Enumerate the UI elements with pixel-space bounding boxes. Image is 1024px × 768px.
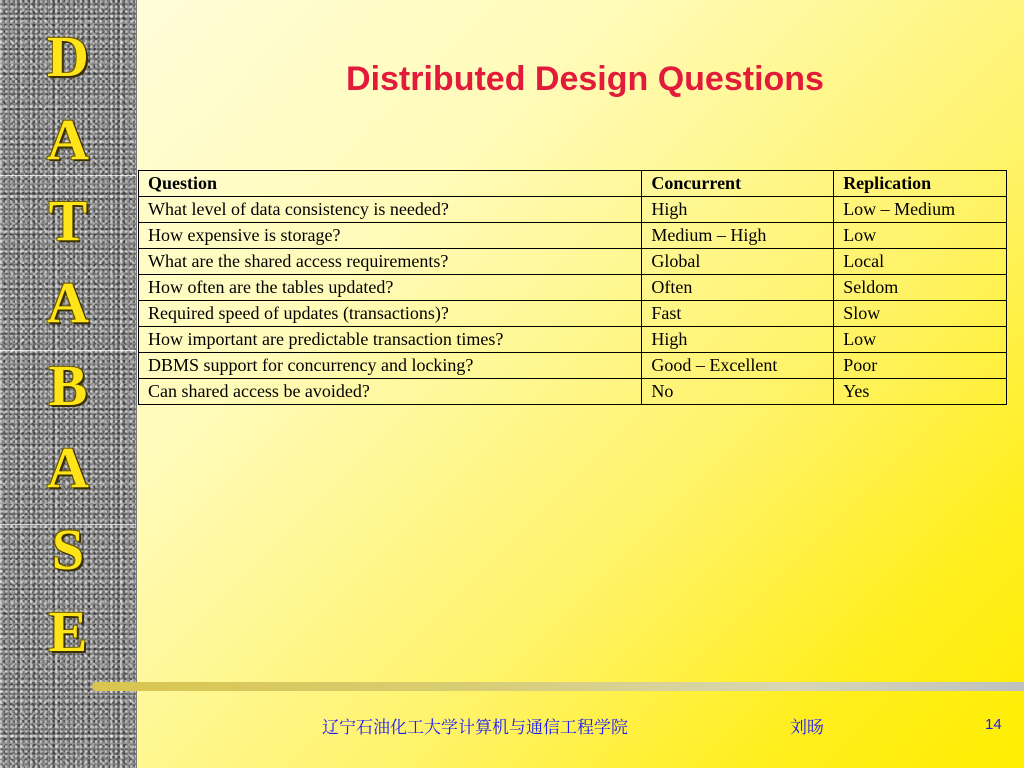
cell-question: How often are the tables updated? [139,275,642,301]
cell-question: What level of data consistency is needed? [139,197,642,223]
cell-concurrent: Medium – High [642,223,834,249]
cell-question: How important are predictable transaction times? [139,327,642,353]
cell-replication: Low [834,327,1007,353]
side-letter: T [48,188,88,253]
table-row [139,275,1007,301]
cell-replication: Poor [834,353,1007,379]
side-strip [0,0,137,768]
table-row [139,223,1007,249]
header-concurrent: Concurrent [642,171,834,197]
cell-question: Can shared access be avoided? [139,379,642,405]
table-row [139,353,1007,379]
cell-replication: Low – Medium [834,197,1007,223]
cell-concurrent: High [642,197,834,223]
table-row [139,301,1007,327]
footer-author: 刘旸 [790,718,824,738]
cell-concurrent: Fast [642,301,834,327]
cell-replication: Yes [834,379,1007,405]
side-letter: A [47,107,89,172]
table-row [139,197,1007,223]
side-letter: A [47,270,89,335]
table-row [139,327,1007,353]
slide-title: Distributed Design Questions [346,60,824,98]
questions-table [138,170,1007,405]
header-question: Question [139,171,642,197]
table-row [139,379,1007,405]
side-letter: B [48,353,88,418]
page-number: 14 [985,716,1002,733]
cell-question: DBMS support for concurrency and locking? [139,353,642,379]
cell-concurrent: Good – Excellent [642,353,834,379]
header-replication: Replication [834,171,1007,197]
cell-replication: Low [834,223,1007,249]
cell-replication: Seldom [834,275,1007,301]
side-letter: E [48,599,88,664]
side-letter: D [47,24,89,89]
cell-concurrent: Often [642,275,834,301]
side-letter: A [47,435,89,500]
cell-replication: Local [834,249,1007,275]
cell-replication: Slow [834,301,1007,327]
cell-question: How expensive is storage? [139,223,642,249]
strip-divider [0,175,136,176]
cell-question: What are the shared access requirements? [139,249,642,275]
footer-divider [92,682,1024,691]
cell-concurrent: High [642,327,834,353]
cell-concurrent: Global [642,249,834,275]
side-letter: S [51,517,85,582]
cell-question: Required speed of updates (transactions)? [139,301,642,327]
strip-divider [0,350,136,351]
footer-institution: 辽宁石油化工大学计算机与通信工程学院 [322,718,628,738]
table-row [139,249,1007,275]
cell-concurrent: No [642,379,834,405]
table-header-row [139,171,1007,197]
